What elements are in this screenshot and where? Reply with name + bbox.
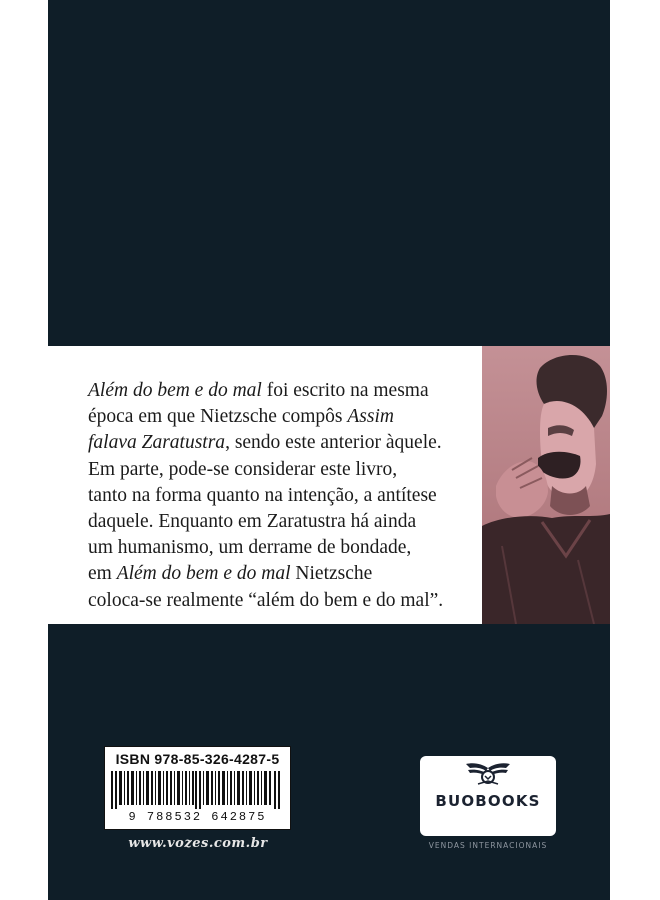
description-line-4: Em parte, pode-se considerar este livro, [88,458,398,480]
book-title-italic: Além do bem e do mal [88,380,262,401]
description-line-7: um humanismo, um derrame de bondade, [88,537,412,559]
description-line-6: daquele. Enquanto em Zaratustra há ainda [88,511,417,533]
description-line-8: em Além do bem e do mal Nietzsche [88,563,373,585]
description-line-1: Além do bem e do mal foi escrito na mesma [88,380,429,401]
buobooks-badge [420,756,556,836]
nietzsche-portrait [482,346,610,624]
barcode-icon [111,771,284,809]
isbn-label: ISBN 978-85-326-4287-5 [115,751,280,767]
isbn-barcode [104,746,291,830]
book-title-italic: Além do bem e do mal [116,563,291,585]
portrait-icon [482,346,610,624]
book-description [88,378,478,614]
description-line-3: falava Zaratustra, sendo este anterior àquele. [88,432,442,454]
buobooks-brand: BUOBOOKS [435,792,541,810]
description-line-9: coloca-se realmente “além do bem e do mal”. [88,589,444,611]
description-line-2: época em que Nietzsche compôs Assim [88,406,394,428]
book-title-italic: falava Zaratustra [88,432,226,454]
description-line-5: tanto na forma quanto na intenção, a antítese [88,484,437,506]
buobooks-subtitle: VENDAS INTERNACIONAIS [428,841,548,850]
barcode-digits: 9 788532 642875 [128,810,267,824]
winged-book-logo-icon [464,760,512,790]
book-title-italic: Assim [347,406,394,428]
publisher-website[interactable]: www.vozes.com.br [128,836,268,851]
